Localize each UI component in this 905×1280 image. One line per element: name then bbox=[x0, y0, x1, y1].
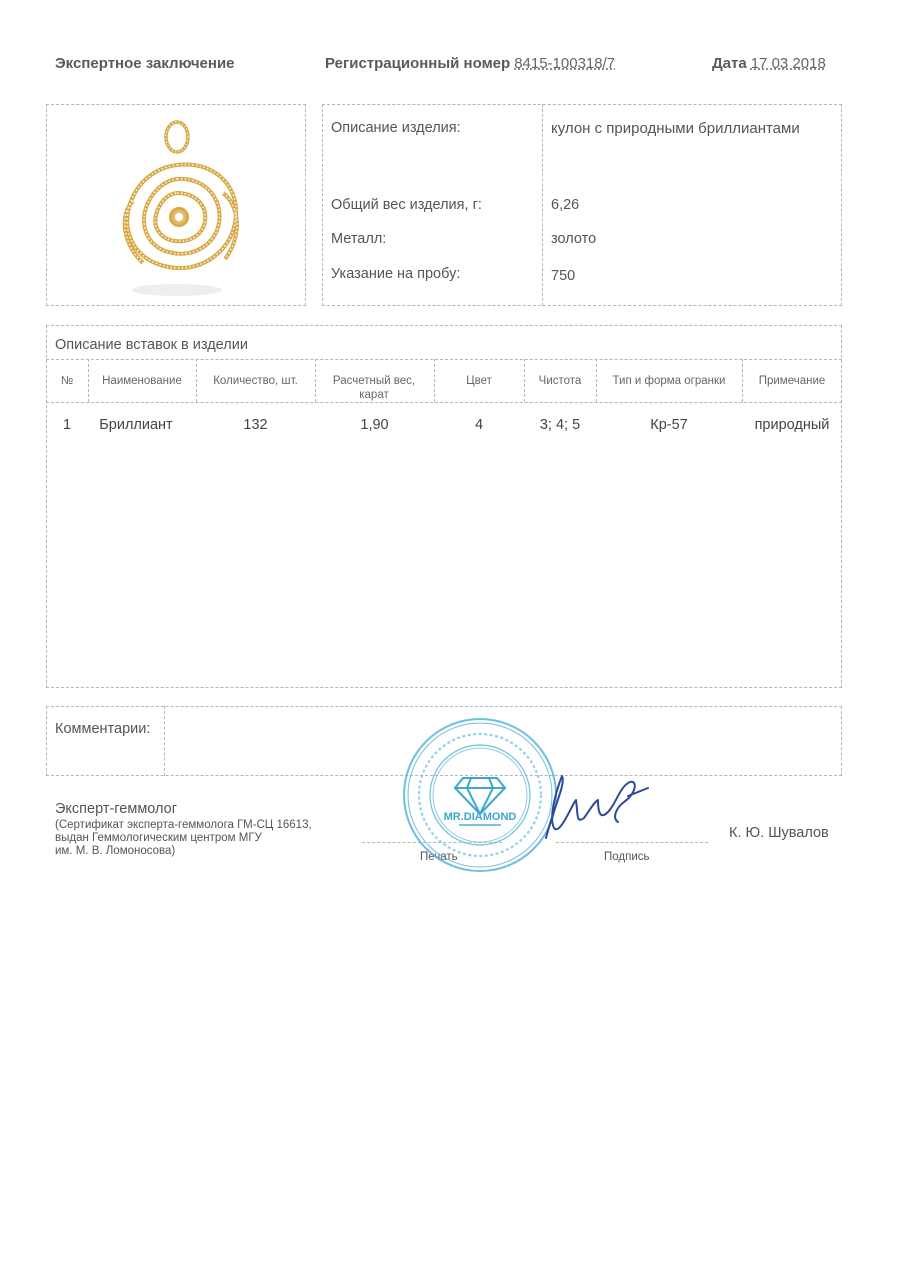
inserts-title: Описание вставок в изделии bbox=[55, 337, 248, 353]
certificate-line: (Сертификат эксперта-геммолога ГМ-СЦ 16613, bbox=[55, 819, 312, 831]
column-header: Примечание bbox=[758, 375, 826, 387]
registration-value: 8415-100318/7 bbox=[514, 55, 616, 72]
column-header: Расчетный вес, карат bbox=[332, 375, 416, 401]
weight-value: 6,26 bbox=[551, 197, 580, 213]
cell-note: природный bbox=[754, 417, 830, 433]
description-label: Описание изделия: bbox=[331, 120, 461, 136]
column-header: Цвет bbox=[466, 375, 492, 387]
weight-label: Общий вес изделия, г: bbox=[331, 197, 482, 213]
date-value: 17 03 2018 bbox=[750, 55, 826, 72]
hallmark-value: 750 bbox=[551, 268, 576, 284]
cell-name: Бриллиант bbox=[99, 417, 173, 433]
expert-name: К. Ю. Шувалов bbox=[729, 825, 829, 841]
certificate-line: выдан Геммологическим центром МГУ bbox=[55, 832, 262, 844]
certificate-line: им. М. В. Ломоносова) bbox=[55, 845, 176, 857]
hallmark-label: Указание на пробу: bbox=[331, 266, 461, 282]
registration-number bbox=[325, 55, 615, 72]
cell-clarity: 3; 4; 5 bbox=[539, 417, 581, 433]
col-divider bbox=[315, 359, 316, 402]
document-title: Экспертное заключение bbox=[55, 55, 235, 72]
comments-divider bbox=[164, 706, 165, 776]
date-label: Дата bbox=[712, 55, 747, 72]
expert-certificate bbox=[55, 819, 312, 858]
cell-number: 1 bbox=[62, 417, 72, 433]
stamp-label: Печать bbox=[420, 851, 458, 863]
signature-label: Подпись bbox=[604, 851, 650, 863]
column-header: Количество, шт. bbox=[213, 375, 298, 387]
metal-label: Металл: bbox=[331, 231, 387, 247]
inserts-header-divider bbox=[46, 402, 842, 403]
pendant-image bbox=[47, 105, 305, 305]
expert-title: Эксперт-геммолог bbox=[55, 801, 178, 817]
description-value: кулон с природными бриллиантами bbox=[551, 120, 800, 137]
inserts-title-divider bbox=[46, 359, 842, 360]
cell-cut: Кр-57 bbox=[650, 417, 688, 433]
registration-label: Регистрационный номер bbox=[325, 55, 511, 72]
cell-weight: 1,90 bbox=[360, 417, 389, 433]
signature bbox=[532, 766, 652, 850]
column-header: Наименование bbox=[102, 375, 182, 387]
metal-value: золото bbox=[551, 231, 597, 247]
comments-label: Комментарии: bbox=[55, 721, 151, 737]
column-header: № bbox=[60, 375, 74, 387]
cell-quantity: 132 bbox=[243, 417, 268, 433]
seal-brand: MR.DIAMOND bbox=[443, 811, 517, 823]
column-header: Чистота bbox=[538, 375, 582, 387]
cell-color: 4 bbox=[474, 417, 484, 433]
column-header: Тип и форма огранки bbox=[612, 375, 726, 387]
photo-box bbox=[46, 104, 306, 306]
date-field bbox=[712, 55, 826, 72]
description-divider bbox=[542, 104, 543, 306]
